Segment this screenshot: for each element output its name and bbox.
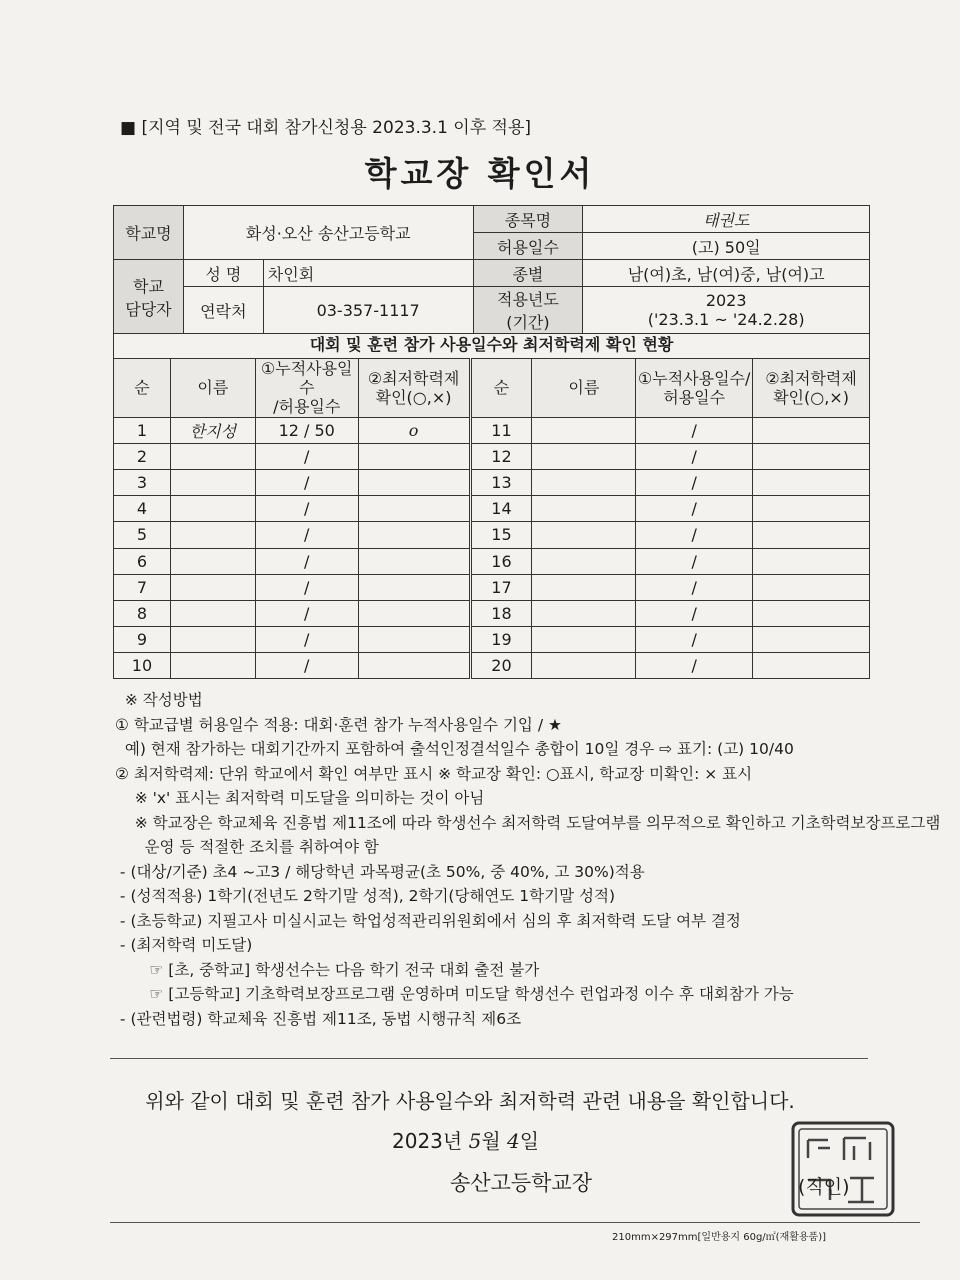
row-no-left: 8	[114, 600, 171, 626]
instruction-line: ※ 'x' 표시는 최저학력 미도달을 의미하는 것이 아님	[115, 789, 485, 807]
row-name-right	[532, 653, 636, 679]
school-name-value: 화성·오산 송산고등학교	[183, 206, 473, 260]
school-manager-label	[114, 260, 184, 334]
row-name-left	[170, 600, 255, 626]
row-min-right	[753, 653, 870, 679]
col-days-right-line1: ①누적사용일수/	[637, 368, 751, 388]
row-days-left: 12 / 50	[255, 417, 358, 443]
date-day: 4	[507, 1129, 520, 1153]
row-no-right: 17	[470, 574, 532, 600]
col-days-right	[636, 359, 753, 418]
roster-row	[114, 574, 870, 600]
instruction-line: ② 최저학력제: 단위 학교에서 확인 여부만 표시 ※ 학교장 확인: ○표시, 학교장 미확인: × 표시	[115, 764, 753, 783]
row-no-left: 10	[114, 653, 171, 679]
col-no-right: 순	[470, 359, 532, 418]
apply-year-label-line2: (기간)	[506, 313, 550, 332]
row-min-left	[358, 496, 470, 522]
row-days-left: /	[255, 496, 358, 522]
row-name-right	[532, 548, 636, 574]
row-no-left: 1	[114, 417, 171, 443]
row-days-right: /	[636, 627, 753, 653]
type-label: 종별	[473, 260, 583, 287]
row-min-left	[358, 469, 470, 495]
row-days-left: /	[255, 627, 358, 653]
roster-header-row	[114, 359, 870, 418]
col-no-left: 순	[114, 359, 171, 418]
row-name-right	[532, 443, 636, 469]
manager-name-value: 차인회	[263, 260, 473, 287]
row-no-right: 20	[470, 653, 532, 679]
row-no-left: 7	[114, 574, 171, 600]
row-no-left: 5	[114, 522, 171, 548]
apply-year: 2023	[705, 291, 747, 310]
row-days-right: /	[636, 496, 753, 522]
instruction-line: - (성적적용) 1학기(전년도 2학기말 성적), 2학기(당해연도 1학기말 성적)	[115, 887, 615, 905]
row-name-left	[170, 548, 255, 574]
row-days-right: /	[636, 522, 753, 548]
roster-section-title: 대회 및 훈련 참가 사용일수와 최저학력제 확인 현황	[113, 331, 870, 358]
contact-label: 연락처	[183, 287, 263, 334]
row-name-right	[532, 627, 636, 653]
instruction-line: 운영 등 적절한 조치를 취하여야 함	[115, 838, 379, 856]
date-month: 5	[468, 1129, 482, 1153]
row-no-right: 13	[470, 469, 532, 495]
row-min-left	[358, 443, 470, 469]
row-days-left: /	[255, 522, 358, 548]
apply-year-value	[583, 287, 870, 334]
row-name-right	[532, 522, 636, 548]
row-min-right	[753, 469, 870, 495]
instruction-line: ※ 작성방법	[115, 691, 203, 709]
roster-row	[114, 417, 870, 443]
paper-spec: 210mm×297mm[일반용지 60g/㎡(재활용품)]	[612, 1232, 827, 1243]
manager-label-line1: 학교	[132, 276, 164, 296]
contact-value: 03-357-1117	[263, 287, 473, 334]
principal-title: 송산고등학교장	[450, 1171, 593, 1195]
col-name-right: 이름	[532, 359, 636, 418]
col-days-left-line2: /허용일수	[273, 397, 341, 417]
row-min-right	[753, 574, 870, 600]
date-month-unit: 월	[481, 1129, 501, 1153]
manager-label-line2: 담당자	[125, 299, 172, 319]
row-name-left	[170, 443, 255, 469]
roster-row	[114, 522, 870, 548]
row-min-left	[358, 653, 470, 679]
row-no-left: 6	[114, 548, 171, 574]
row-no-right: 19	[470, 627, 532, 653]
document-title: 학교장 확인서	[364, 154, 596, 193]
row-days-left: /	[255, 653, 358, 679]
row-min-right	[753, 443, 870, 469]
row-min-right	[753, 627, 870, 653]
instruction-line: - (대상/기준) 초4 ~고3 / 해당학년 과목평균(초 50%, 중 40%, 고 30%)적용	[115, 862, 645, 881]
row-no-right: 16	[470, 548, 532, 574]
row-days-left: /	[255, 443, 358, 469]
row-min-right	[753, 496, 870, 522]
row-min-left	[358, 548, 470, 574]
row-days-left: /	[255, 469, 358, 495]
allowed-days-value: (고) 50일	[583, 233, 870, 260]
row-name-left	[170, 496, 255, 522]
col-min-left	[358, 359, 470, 418]
instruction-line: ※ 학교장은 학교체육 진흥법 제11조에 따라 학생선수 최저학력 도달여부를 의무적으로 확인하고 기초학력보장프로그램	[115, 813, 941, 832]
row-days-right: /	[636, 443, 753, 469]
row-days-right: /	[636, 469, 753, 495]
row-no-right: 11	[470, 417, 532, 443]
col-days-left-line1: ①누적사용일수	[260, 359, 353, 398]
roster-row	[114, 443, 870, 469]
school-info-table	[113, 205, 870, 334]
official-seal-icon	[790, 1120, 896, 1218]
row-days-left: /	[255, 600, 358, 626]
roster-table	[113, 358, 870, 679]
row-days-right: /	[636, 600, 753, 626]
col-min-left-line1: ②최저학력제	[367, 368, 460, 388]
row-min-right	[753, 417, 870, 443]
row-name-right	[532, 417, 636, 443]
col-min-left-line2: 확인(○,×)	[375, 387, 452, 407]
row-no-right: 14	[470, 496, 532, 522]
roster-row	[114, 600, 870, 626]
col-name-left: 이름	[170, 359, 255, 418]
allowed-days-label: 허용일수	[473, 233, 583, 260]
row-min-left: o	[358, 417, 470, 443]
row-no-left: 3	[114, 469, 171, 495]
row-min-left	[358, 600, 470, 626]
row-name-right	[532, 469, 636, 495]
row-no-right: 15	[470, 522, 532, 548]
manager-name-label: 성 명	[183, 260, 263, 287]
apply-year-label	[473, 287, 583, 334]
apply-period: ('23.3.1 ~ '24.2.28)	[647, 310, 805, 329]
row-name-left	[170, 522, 255, 548]
instruction-line: - (관련법령) 학교체육 진흥법 제11조, 동법 시행규칙 제6조	[115, 1009, 522, 1028]
row-name-left	[170, 469, 255, 495]
row-name-left	[170, 574, 255, 600]
row-min-right	[753, 522, 870, 548]
row-min-right	[753, 548, 870, 574]
date-year: 2023년	[392, 1129, 463, 1153]
event-value: 태권도	[583, 206, 870, 233]
roster-row	[114, 548, 870, 574]
row-days-left: /	[255, 548, 358, 574]
row-min-left	[358, 522, 470, 548]
row-min-right	[753, 600, 870, 626]
row-min-left	[358, 627, 470, 653]
row-no-right: 12	[470, 443, 532, 469]
instruction-line: ☞ [고등학교] 기초학력보장프로그램 운영하며 미도달 학생선수 런업과정 이수 후 대회참가 가능	[115, 985, 794, 1003]
roster-row	[114, 627, 870, 653]
roster-row	[114, 469, 870, 495]
row-days-left: /	[255, 574, 358, 600]
confirmation-statement: 위와 같이 대회 및 훈련 참가 사용일수와 최저학력 관련 내용을 확인합니다.	[145, 1089, 795, 1113]
date-day-unit: 일	[519, 1129, 540, 1153]
row-no-left: 9	[114, 627, 171, 653]
row-name-right	[532, 574, 636, 600]
row-name-right	[532, 600, 636, 626]
roster-row	[114, 496, 870, 522]
row-name-left: 한지성	[170, 417, 255, 443]
col-days-right-line2: 허용일수	[663, 387, 726, 407]
row-name-left	[170, 653, 255, 679]
seal-label: (직인)	[798, 1176, 850, 1198]
school-name-label: 학교명	[114, 206, 184, 260]
type-value: 남(여)초, 남(여)중, 남(여)고	[583, 260, 870, 287]
col-days-left	[255, 359, 358, 418]
row-no-left: 2	[114, 443, 171, 469]
instruction-line: ☞ [초, 중학교] 학생선수는 다음 학기 전국 대회 출전 불가	[115, 960, 540, 979]
writing-instructions	[115, 688, 941, 1031]
form-usage-note: ■ [지역 및 전국 대회 참가신청용 2023.3.1 이후 적용]	[120, 118, 532, 138]
instruction-line: - (초등학교) 지필고사 미실시교는 학업성적관리위원회에서 심의 후 최저학력 도달 여부 결정	[115, 911, 741, 930]
row-name-right	[532, 496, 636, 522]
instruction-line: - (최저학력 미도달)	[115, 936, 253, 954]
col-min-right-line2: 확인(○,×)	[773, 387, 849, 407]
instruction-line: ① 학교급별 허용일수 적용: 대회·훈련 참가 누적사용일수 기입 / ★	[115, 715, 562, 734]
separator-line	[110, 1058, 868, 1059]
instruction-line: 예) 현재 참가하는 대회기간까지 포함하여 출석인정결석일수 총합이 10일 경우 ⇨ 표기: (고) 10/40	[115, 740, 794, 758]
bottom-line	[110, 1222, 920, 1223]
row-no-right: 18	[470, 600, 532, 626]
roster-row	[114, 653, 870, 679]
row-name-left	[170, 627, 255, 653]
row-days-right: /	[636, 574, 753, 600]
apply-year-label-line1: 적용년도	[497, 290, 559, 309]
col-min-right	[753, 359, 870, 418]
row-days-right: /	[636, 653, 753, 679]
col-min-right-line1: ②최저학력제	[765, 368, 857, 388]
row-no-left: 4	[114, 496, 171, 522]
row-days-right: /	[636, 417, 753, 443]
row-min-left	[358, 574, 470, 600]
issue-date	[392, 1125, 539, 1154]
event-label: 종목명	[473, 206, 583, 233]
row-days-right: /	[636, 548, 753, 574]
